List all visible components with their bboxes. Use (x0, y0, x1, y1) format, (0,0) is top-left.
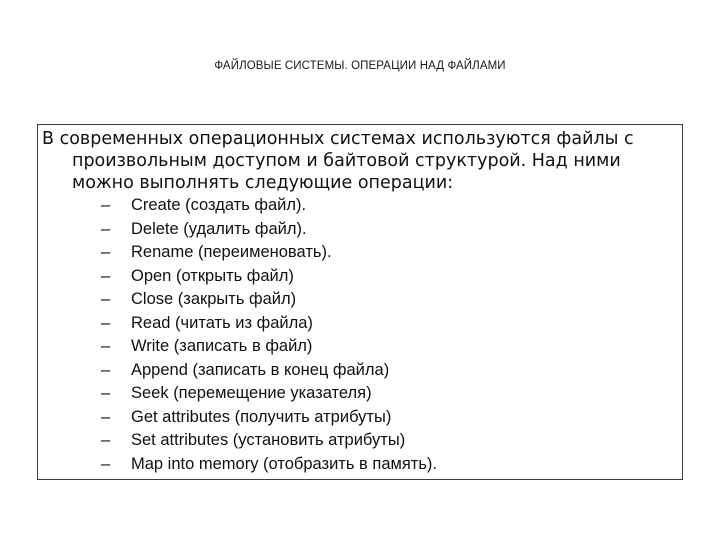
dash-bullet: – (101, 431, 111, 449)
list-item (101, 382, 674, 406)
list-item (101, 312, 674, 336)
list-item (101, 335, 674, 359)
operation-text: Read (читать из файла) (131, 313, 313, 332)
dash-bullet: – (101, 266, 111, 285)
dash-bullet: – (101, 196, 111, 214)
operation-text: Close (закрыть файл) (131, 290, 297, 308)
operation-text: Open (открыть файл) (131, 266, 294, 285)
list-item (101, 453, 674, 477)
list-item (101, 359, 674, 383)
dash-bullet: – (101, 313, 111, 332)
operation-text: Set attributes (установить атрибуты) (131, 431, 406, 449)
dash-bullet: – (101, 384, 111, 402)
content-box (37, 124, 683, 480)
list-item (101, 241, 674, 265)
list-item (101, 265, 674, 289)
operation-text: Create (создать файл). (131, 196, 307, 214)
dash-bullet: – (101, 407, 111, 426)
slide-title: ФАЙЛОВЫЕ СИСТЕМЫ. ОПЕРАЦИИ НАД ФАЙЛАМИ (214, 60, 506, 72)
dash-bullet: – (101, 290, 111, 308)
list-item (101, 218, 674, 242)
dash-bullet: – (101, 243, 111, 261)
operation-text: Write (записать в файл) (131, 337, 313, 355)
operation-text: Rename (переименовать). (131, 243, 332, 261)
list-item (101, 406, 674, 430)
operation-text: Delete (удалить файл). (131, 219, 307, 238)
operation-text: Seek (перемещение указателя) (131, 384, 372, 402)
dash-bullet: – (101, 219, 111, 238)
intro-paragraph: В современных операционных системах используются файлы с произвольным доступом и байтовой структурой. Над ними можно выполнять следующие операции: (42, 129, 634, 193)
dash-bullet: – (101, 360, 111, 379)
list-item (101, 288, 674, 312)
operation-text: Append (записать в конец файла) (131, 360, 390, 379)
operation-text: Get attributes (получить атрибуты) (131, 407, 392, 426)
list-item (101, 194, 674, 218)
list-item (101, 429, 674, 453)
dash-bullet: – (101, 454, 111, 473)
operation-text: Map into memory (отобразить в память). (131, 454, 438, 473)
dash-bullet: – (101, 337, 111, 355)
operations-list (42, 194, 674, 476)
